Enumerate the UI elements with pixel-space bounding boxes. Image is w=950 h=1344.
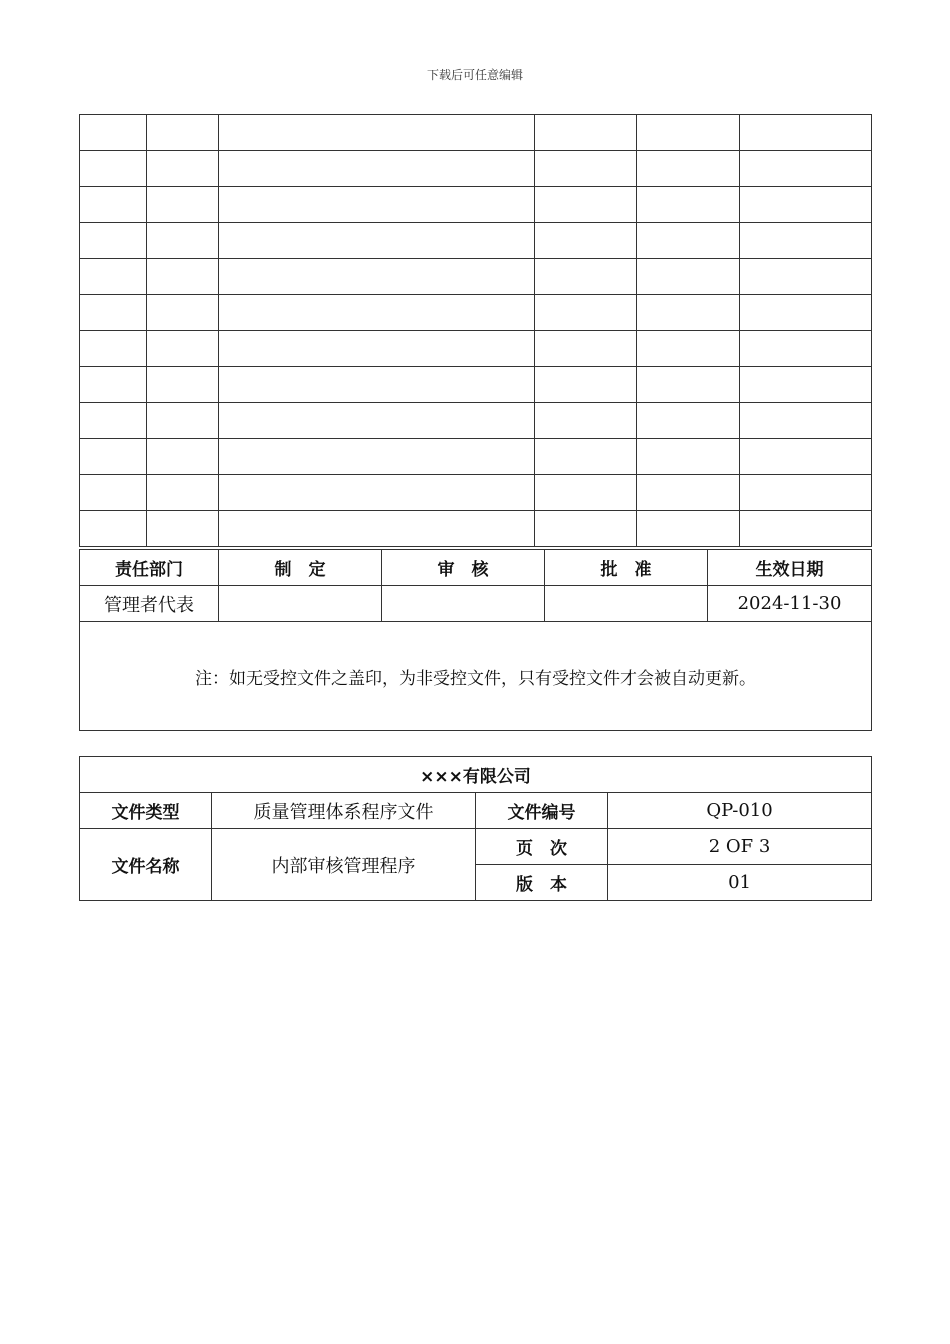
sign-off-header-row xyxy=(80,550,872,586)
revision-cell xyxy=(637,403,740,439)
doc-number-value: QP-010 xyxy=(608,793,872,829)
revision-cell xyxy=(637,439,740,475)
revision-cell xyxy=(535,187,637,223)
revision-cell xyxy=(637,115,740,151)
doc-type-row xyxy=(80,793,872,829)
revision-cell xyxy=(219,439,535,475)
revision-cell xyxy=(80,331,147,367)
revision-cell xyxy=(147,115,219,151)
revision-cell xyxy=(637,367,740,403)
revision-cell xyxy=(219,259,535,295)
revision-cell xyxy=(219,475,535,511)
revision-cell xyxy=(147,511,219,547)
revision-cell xyxy=(147,367,219,403)
note-row xyxy=(80,622,872,731)
revision-cell xyxy=(740,511,872,547)
revision-cell xyxy=(637,295,740,331)
page-value: 2 OF 3 xyxy=(608,829,872,865)
revision-cell xyxy=(740,475,872,511)
doc-type-label: 文件类型 xyxy=(80,793,212,829)
effective-date-header: 生效日期 xyxy=(708,550,872,586)
revision-cell xyxy=(535,367,637,403)
revision-cell xyxy=(740,367,872,403)
revision-cell xyxy=(80,439,147,475)
revision-cell xyxy=(80,475,147,511)
revision-cell xyxy=(637,259,740,295)
department-value: 管理者代表 xyxy=(80,586,219,622)
doc-name-label: 文件名称 xyxy=(80,829,212,901)
revision-cell xyxy=(147,295,219,331)
revision-cell xyxy=(80,187,147,223)
revision-cell xyxy=(219,367,535,403)
revision-cell xyxy=(147,223,219,259)
revision-cell xyxy=(147,151,219,187)
revision-cell xyxy=(147,331,219,367)
revision-cell xyxy=(637,475,740,511)
revision-cell xyxy=(637,511,740,547)
revision-cell xyxy=(147,259,219,295)
revision-cell xyxy=(740,115,872,151)
revision-row xyxy=(80,259,872,295)
revision-cell xyxy=(535,259,637,295)
revision-cell xyxy=(535,331,637,367)
prepared-value xyxy=(219,586,382,622)
revision-cell xyxy=(535,295,637,331)
approved-header: 批 准 xyxy=(545,550,708,586)
page-row xyxy=(80,829,872,865)
controlled-document-note: 注：如无受控文件之盖印，为非受控文件，只有受控文件才会被自动更新。 xyxy=(80,622,872,731)
revision-cell xyxy=(219,115,535,151)
revision-cell xyxy=(219,331,535,367)
revision-cell xyxy=(535,475,637,511)
sign-off-value-row xyxy=(80,586,872,622)
revision-cell xyxy=(740,259,872,295)
revision-cell xyxy=(740,331,872,367)
revision-cell xyxy=(80,115,147,151)
revision-row xyxy=(80,115,872,151)
revision-cell xyxy=(535,223,637,259)
doc-type-value: 质量管理体系程序文件 xyxy=(212,793,476,829)
revision-cell xyxy=(147,439,219,475)
revision-cell xyxy=(147,187,219,223)
revision-cell xyxy=(637,187,740,223)
revision-row xyxy=(80,367,872,403)
revision-row xyxy=(80,223,872,259)
revision-cell xyxy=(80,151,147,187)
effective-date-value: 2024-11-30 xyxy=(708,586,872,622)
revision-cell xyxy=(219,403,535,439)
revision-cell xyxy=(219,511,535,547)
revision-cell xyxy=(740,187,872,223)
approved-value xyxy=(545,586,708,622)
revision-cell xyxy=(80,511,147,547)
revision-cell xyxy=(219,223,535,259)
revision-cell xyxy=(80,295,147,331)
revision-cell xyxy=(219,151,535,187)
revision-cell xyxy=(740,439,872,475)
revision-row xyxy=(80,439,872,475)
revision-row xyxy=(80,511,872,547)
revision-row xyxy=(80,403,872,439)
revision-cell xyxy=(147,403,219,439)
revision-cell xyxy=(80,259,147,295)
revision-cell xyxy=(637,223,740,259)
revision-row xyxy=(80,151,872,187)
page-label: 页 次 xyxy=(476,829,608,865)
revision-cell xyxy=(740,151,872,187)
revision-cell xyxy=(740,223,872,259)
reviewed-value xyxy=(382,586,545,622)
prepared-header: 制 定 xyxy=(219,550,382,586)
company-row xyxy=(80,757,872,793)
revision-row xyxy=(80,187,872,223)
doc-name-value: 内部审核管理程序 xyxy=(212,829,476,901)
version-label: 版 本 xyxy=(476,865,608,901)
revision-row xyxy=(80,331,872,367)
revision-row xyxy=(80,295,872,331)
sign-off-table xyxy=(79,549,872,731)
revision-cell xyxy=(535,439,637,475)
revision-cell xyxy=(219,295,535,331)
revision-cell xyxy=(147,475,219,511)
company-name: ×××有限公司 xyxy=(80,757,872,793)
revision-cell xyxy=(535,115,637,151)
revision-cell xyxy=(219,187,535,223)
revision-cell xyxy=(740,403,872,439)
revision-cell xyxy=(637,331,740,367)
revision-cell xyxy=(535,403,637,439)
revision-cell xyxy=(740,295,872,331)
revision-cell xyxy=(80,403,147,439)
revision-cell xyxy=(637,151,740,187)
revision-cell xyxy=(80,223,147,259)
revision-cell xyxy=(80,367,147,403)
document-info-table xyxy=(79,756,872,901)
version-value: 01 xyxy=(608,865,872,901)
reviewed-header: 审 核 xyxy=(382,550,545,586)
revision-cell xyxy=(535,151,637,187)
header-note: 下载后可任意编辑 xyxy=(426,68,523,82)
doc-number-label: 文件编号 xyxy=(476,793,608,829)
revision-row xyxy=(80,475,872,511)
revision-table xyxy=(79,114,872,547)
revision-cell xyxy=(535,511,637,547)
department-header: 责任部门 xyxy=(80,550,219,586)
